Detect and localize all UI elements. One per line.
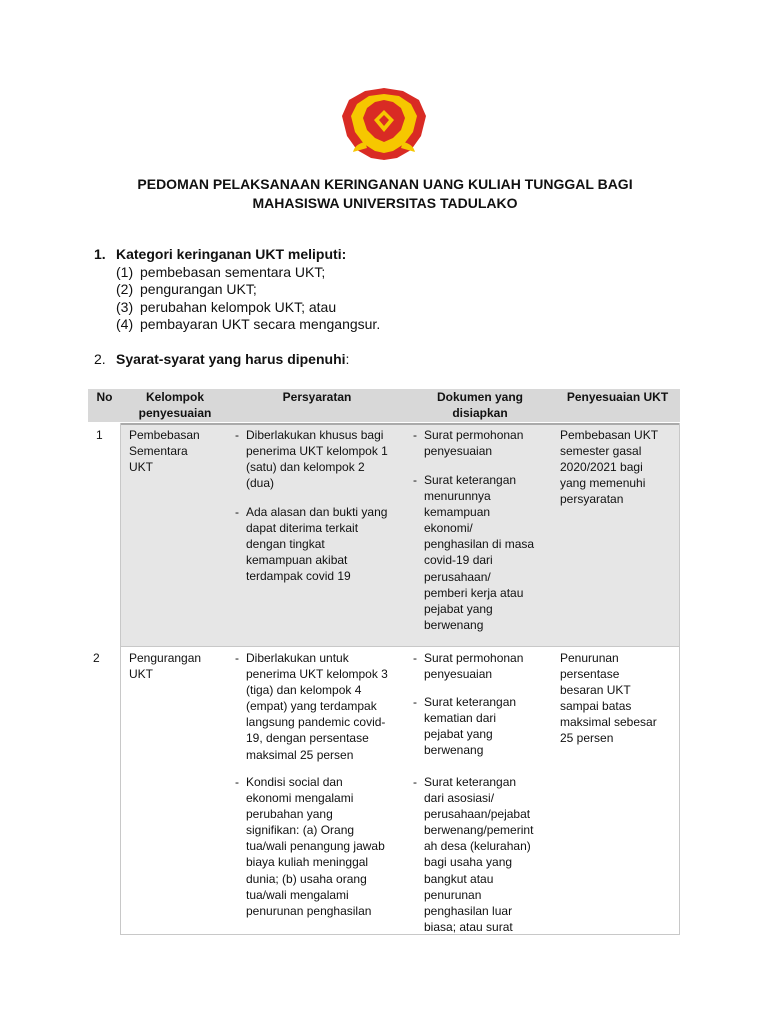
university-emblem-icon	[341, 86, 427, 160]
row-2-dokumen-3: - Surat keterangan dari asosiasi/ perusahaan/pejabat berwenang/pemerint ah desa (kelurahan) bagi usaha yang bangkut atau penurunan penghasilan luar biasa; atau surat	[413, 775, 534, 934]
row-2-no: 2	[93, 651, 100, 665]
header-divider	[121, 423, 680, 425]
section-1-title: Kategori keringanan UKT meliputi:	[116, 246, 347, 262]
section-1-number: 1.	[94, 246, 106, 262]
title-line-2: MAHASISWA UNIVERSITAS TADULAKO	[252, 195, 518, 211]
table-border-right	[679, 423, 680, 935]
row-1-dokumen-1: - Surat permohonan penyesuaian	[413, 428, 524, 459]
table-header	[88, 389, 680, 422]
col-header-kelompok: Kelompok penyesuaian	[138, 390, 212, 421]
row-1-dokumen-2: - Surat keterangan menurunnya kemampuan ekonomi/ penghasilan di masa covid-19 dari perusahaan/ pemberi kerja atau pejabat yang berwenang	[413, 473, 535, 632]
table-border-left	[120, 423, 121, 935]
row-1-penyesuaian: Pembebasan UKT semester gasal 2020/2021 bagi yang memenuhi persyaratan	[560, 428, 659, 507]
list-item: (1) pembebasan sementara UKT;	[116, 264, 326, 280]
row-divider	[121, 646, 679, 647]
row-2-dokumen-1: - Surat permohonan penyesuaian	[413, 651, 524, 682]
list-item: (2) pengurangan UKT;	[116, 281, 257, 298]
page-title	[60, 175, 710, 213]
col-header-persyaratan: Persyaratan	[282, 390, 352, 404]
list-item: (4) pembayaran UKT secara mengangsur.	[116, 316, 381, 333]
col-header-no: No	[96, 390, 113, 404]
row-1-kelompok: Pembebasan Sementara UKT	[129, 428, 200, 475]
section-2-heading: 2. Syarat-syarat yang harus dipenuhi:	[94, 351, 350, 367]
section-1-heading	[94, 246, 346, 262]
ukt-category-list	[116, 264, 380, 334]
table-border-bottom	[121, 934, 679, 935]
title-line-1: PEDOMAN PELAKSANAAN KERINGANAN UANG KULIAH TUNGGAL BAGI	[137, 176, 633, 192]
col-header-penyesuaian: Penyesuaian UKT	[566, 390, 669, 404]
row-2-persyaratan-2: - Kondisi social dan ekonomi mengalami perubahan yang signifikan: (a) Orang tua/wali penangung jawab biaya kuliah meninggal dunia; (b) usaha orang tua/wali mengalami penurunan penghasilan	[235, 775, 385, 918]
row-2-persyaratan-1: - Diberlakukan untuk penerima UKT kelompok 3 (tiga) dan kelompok 4 (empat) yang terdampak langsung pandemic covid- 19, dengan persentase maksimal 25 persen	[235, 651, 388, 762]
row-2-kelompok: Pengurangan UKT	[129, 651, 202, 682]
row-1-persyaratan-2: - Ada alasan dan bukti yang dapat diterima terkait dengan tingkat kemampuan akibat terdampak covid 19	[235, 505, 388, 584]
row-1-no: 1	[96, 428, 103, 442]
section-2-number: 2.	[94, 351, 106, 367]
col-header-dokumen: Dokumen yang disiapkan	[436, 390, 523, 421]
row-1-persyaratan-1: - Diberlakukan khusus bagi penerima UKT kelompok 1 (satu) dan kelompok 2 (dua)	[235, 428, 388, 491]
list-item: (3) perubahan kelompok UKT; atau	[116, 298, 337, 315]
row-2-dokumen-2: - Surat keterangan kematian dari pejabat yang berwenang	[413, 695, 517, 758]
row-2-penyesuaian: Penurunan persentase besaran UKT sampai batas maksimal sebesar 25 persen	[560, 651, 657, 746]
section-2-title: Syarat-syarat yang harus dipenuhi	[116, 351, 346, 367]
